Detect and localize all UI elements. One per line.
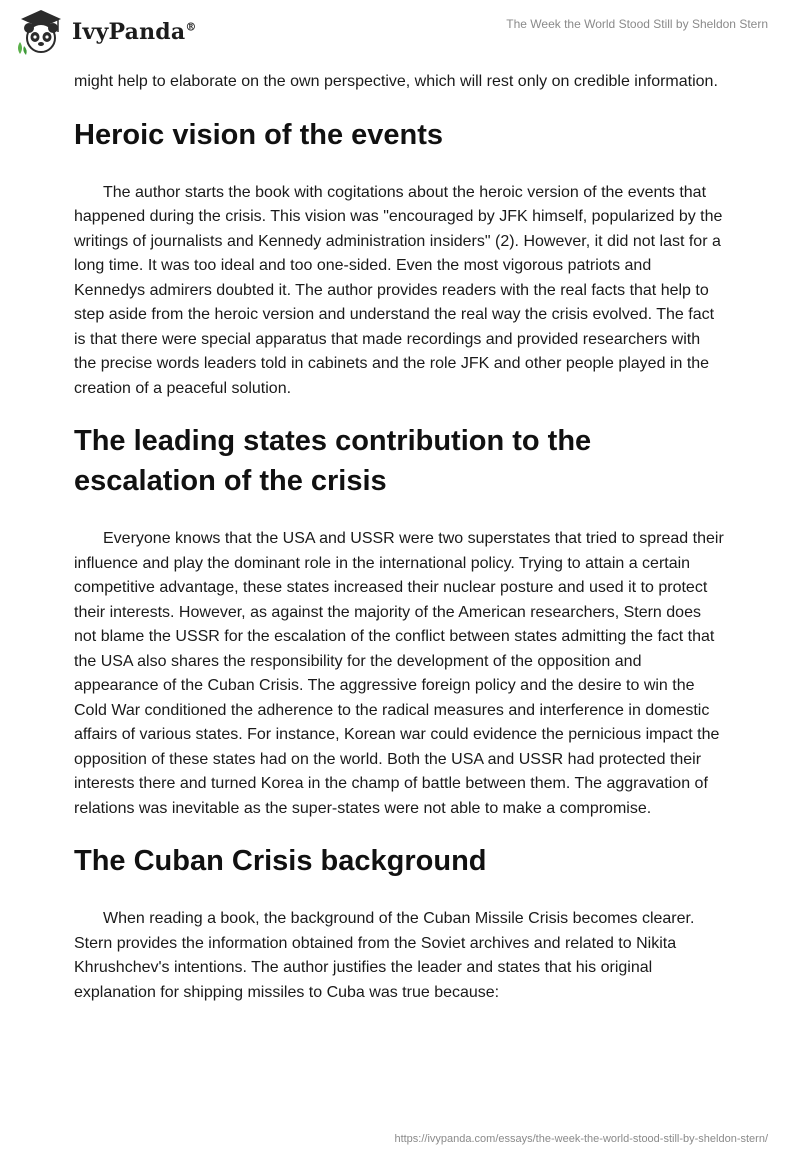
section-paragraph: Everyone knows that the USA and USSR were two superstates that tried to spread their influence and play the dominant role in the international policy. Trying to attain a certain competitive advantage, these states increased their nuclear posture and used it to protect their interests. However, as against the majority of the American researchers, Stern does not blame the USSR for the escalation of the conflict between states admitting the fact that the USA also shares the responsibility for the development of the opposition and appearance of the Cuban Crisis. The aggressive foreign policy and the desire to win the Cold War conditioned the adherence to the radical measures and interference in domestic affairs of various states. For instance, Korean war could evidence the pernicious impact the opposition of these states had on the world. Both the USA and USSR had protected their interests there and turned Korea in the champ of battle between them. The aggravation of relations was inevitable as the super-states were not able to make a compromise. bbox=[74, 530, 724, 817]
document-title: The Week the World Stood Still by Sheldon Stern bbox=[506, 17, 768, 31]
section-paragraph: When reading a book, the background of the Cuban Missile Crisis becomes clearer. Stern provides the information obtained from the Soviet archives and related to Nikita Khrushchev's intentions. The author justifies the leader and states that his original explanation for shipping missiles to Cuba was true because: bbox=[74, 910, 695, 1001]
section-heading: Heroic vision of the events bbox=[74, 118, 444, 151]
source-url[interactable]: https://ivypanda.com/essays/the-week-the-world-stood-still-by-sheldon-stern/ bbox=[394, 1133, 768, 1145]
page-header bbox=[0, 0, 800, 64]
ivypanda-logo[interactable] bbox=[14, 8, 197, 56]
section-heading: The leading states contribution to the escalation of the crisis bbox=[74, 425, 592, 497]
essay-body bbox=[74, 70, 726, 1005]
brand-name: IvyPanda® bbox=[72, 19, 197, 45]
section-paragraph: The author starts the book with cogitations about the heroic version of the events that happened during the crisis. This vision was "encouraged by JFK himself, popularized by the writings of journalists and Kennedy administration insiders" (2). However, it did not last for a long time. It was too ideal and too one-sided. Even the most vigorous patriots and Kennedys admirers doubted it. The author provides readers with the real facts that help to step aside from the heroic version and understand the real way the crisis evolved. The fact is that there were special apparatus that made recordings and provided researchers with the precise words leaders told in cabinets and the role JFK and other people played in the creation of a peaceful solution. bbox=[74, 183, 723, 397]
section-heading: The Cuban Crisis background bbox=[74, 845, 487, 877]
panda-graduate-logo-icon bbox=[14, 8, 68, 56]
intro-paragraph-tail: might help to elaborate on the own perspective, which will rest only on credible information. bbox=[74, 73, 718, 90]
registered-mark: ® bbox=[185, 20, 197, 34]
